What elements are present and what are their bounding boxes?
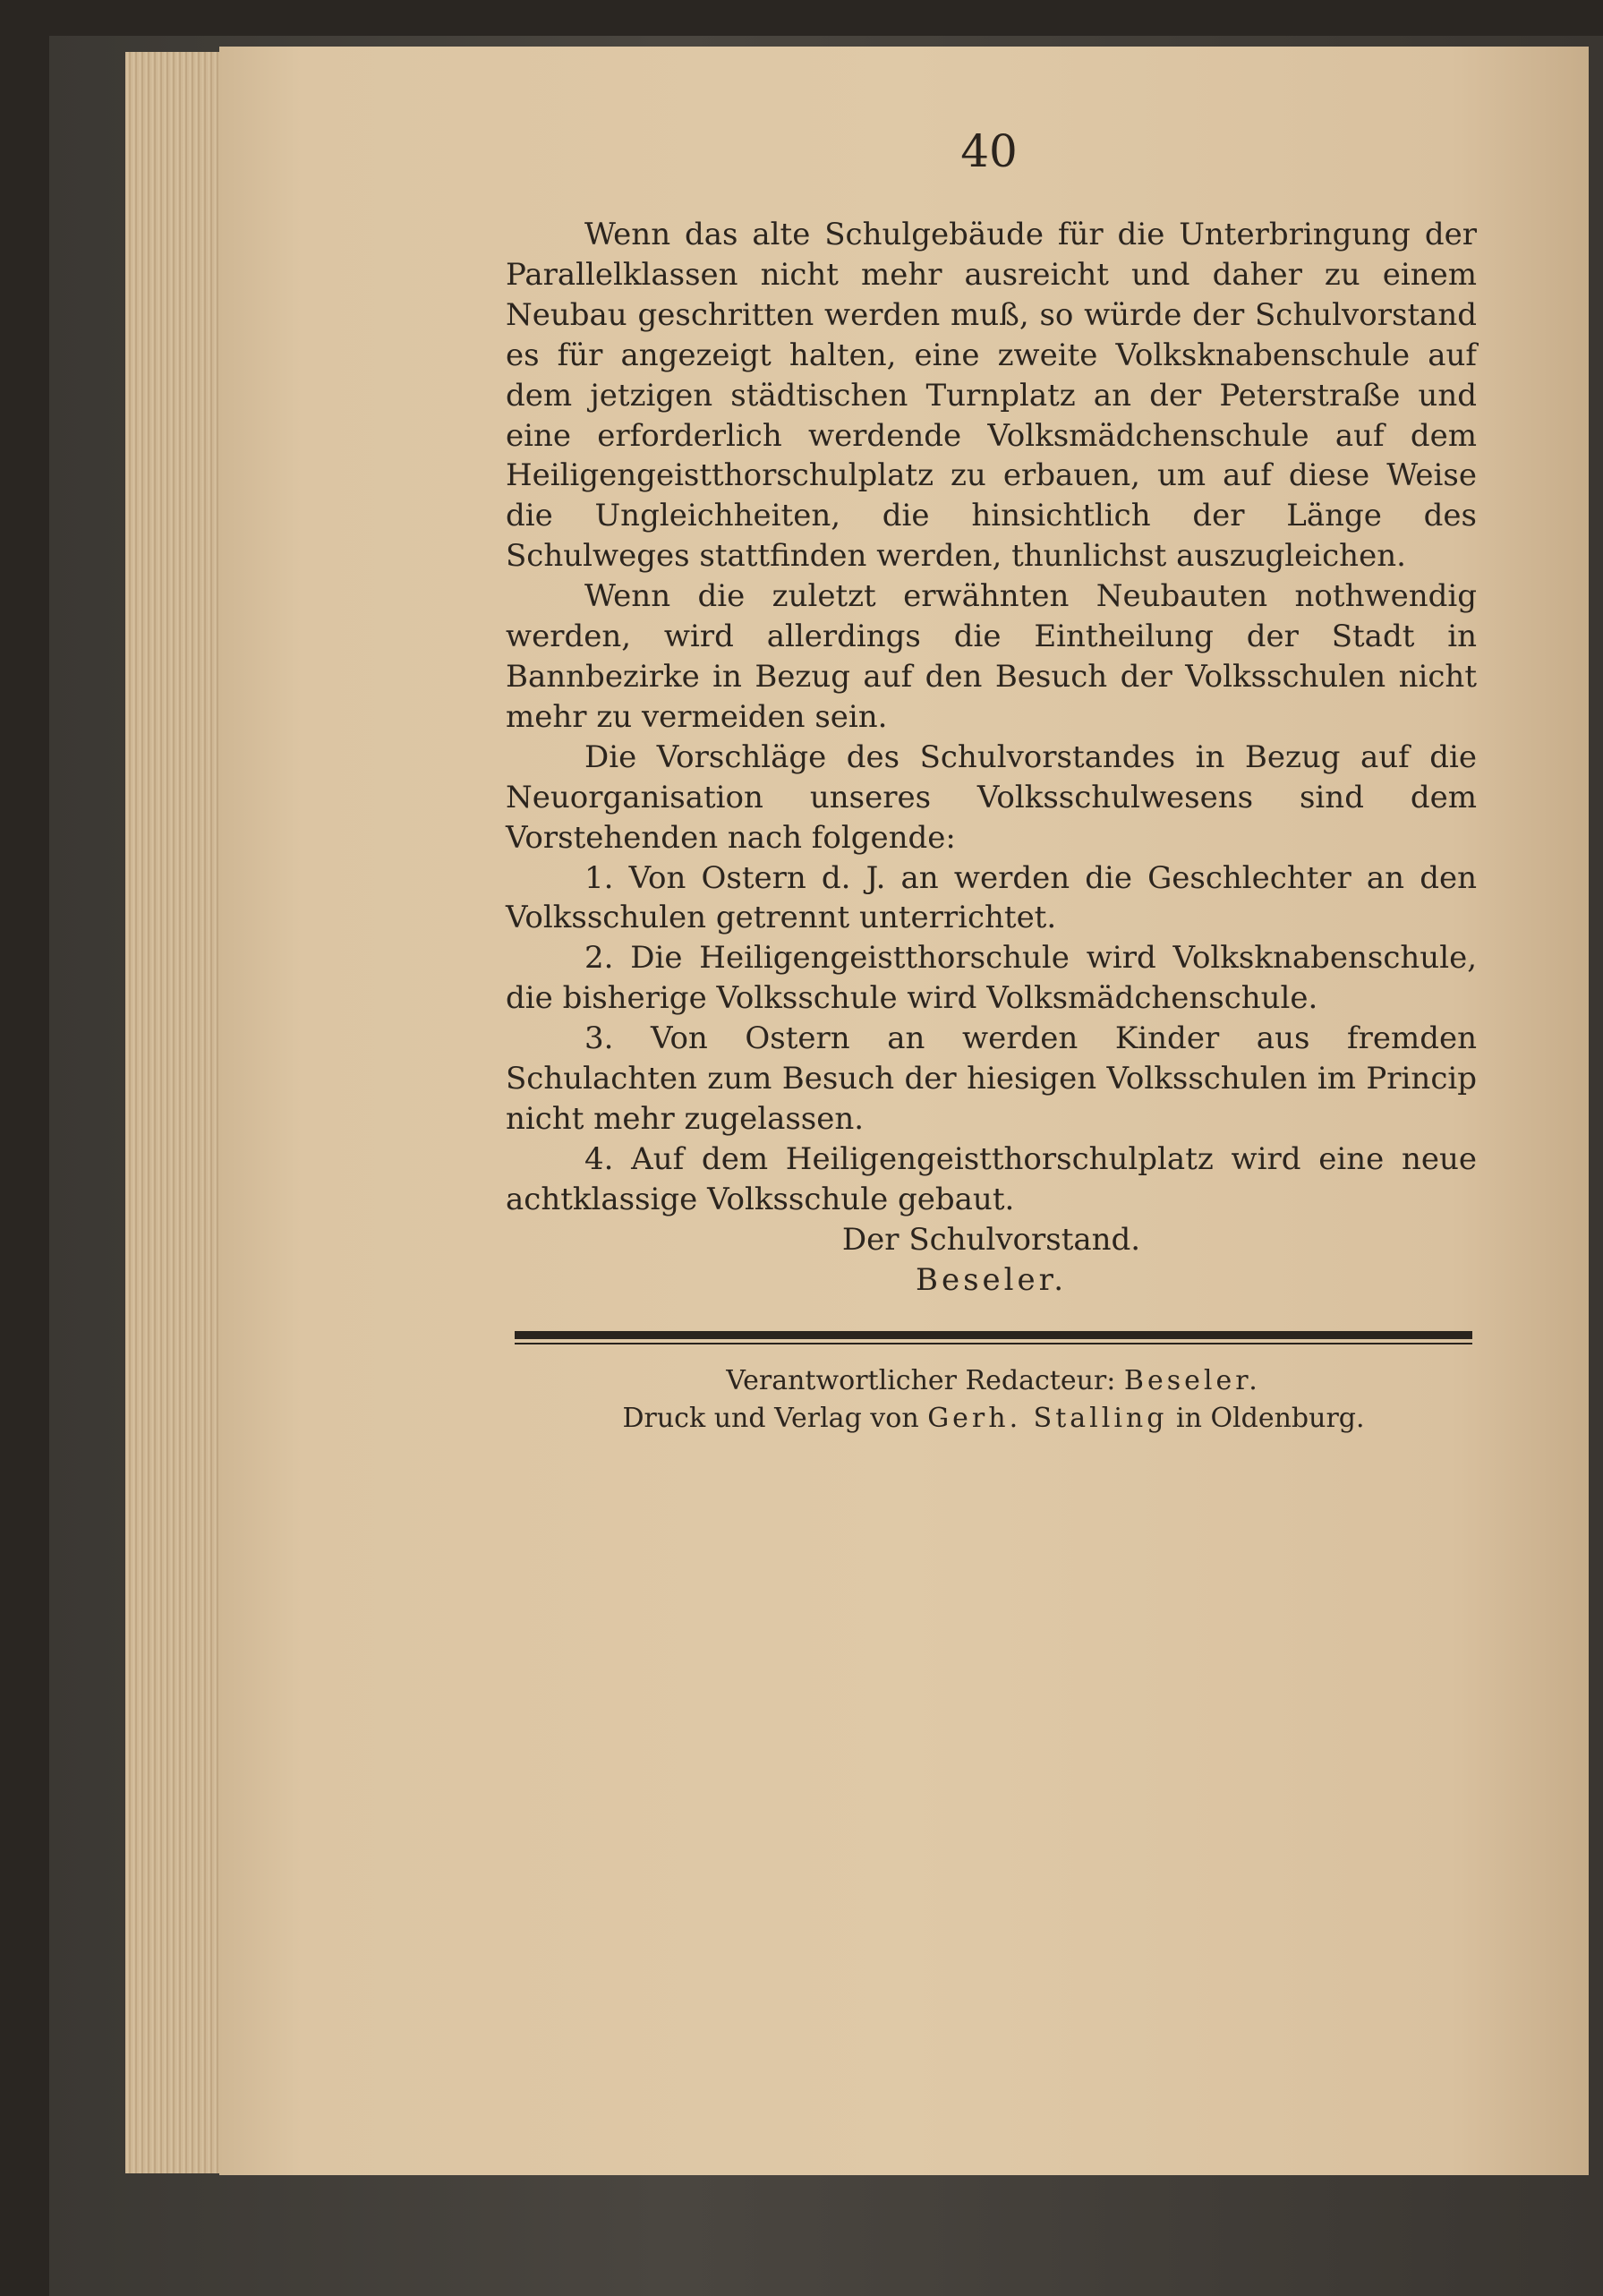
divider-rule: [515, 1331, 1472, 1339]
imprint-editor-line: [515, 1362, 1472, 1400]
list-item: 4. Auf dem Heiligengeistthorschulplatz wird eine neue achtklassige Volksschule gebaut.: [506, 1140, 1477, 1217]
imprint-publisher-place: in Oldenburg.: [1176, 1403, 1365, 1434]
body-text: [506, 215, 1477, 1300]
divider-rule-thin: [515, 1343, 1472, 1344]
page-block-edge: [125, 52, 224, 2173]
imprint-publisher-name: Gerh. Stalling: [927, 1403, 1168, 1434]
list-item: 3. Von Ostern an werden Kinder aus fremden Schulachten zum Besuch der hiesigen Volksschulen im Princip nicht mehr zugelassen.: [506, 1020, 1477, 1137]
paragraph: Die Vorschläge des Schulvorstandes in Bezug auf die Neuorganisation unseres Volksschulwesens sind dem Vorstehenden nach folgende:: [506, 738, 1477, 856]
imprint: [515, 1362, 1472, 1438]
signature-body: Der Schulvorstand.: [841, 1221, 1141, 1258]
list-item: 1. Von Ostern d. J. an werden die Geschlechter an den Volksschulen getrennt unterrichtet.: [506, 859, 1477, 936]
imprint-editor-label: Verantwortlicher Redacteur:: [726, 1365, 1116, 1396]
signature-name: Beseler.: [916, 1261, 1067, 1298]
imprint-editor-name: Beseler.: [1123, 1365, 1261, 1396]
list-item: 2. Die Heiligengeistthorschule wird Volksknabenschule, die bisherige Volksschule wird Volksmädchenschule.: [506, 940, 1477, 1017]
paragraph: Wenn das alte Schulgebäude für die Unterbringung der Parallelklassen nicht mehr ausreicht und daher zu einem Neubau geschritten werden muß, so würde der Schulvorstand es für angezeigt halten, eine zweite Volksknabenschule auf dem jetzigen städtischen Turnplatz an der Peterstraße und eine erforderlich werdende Volksmädchenschule auf dem Heiligengeistthorschulplatz zu erbauen, um auf diese Weise die Ungleichheiten, die hinsichtlich der Länge des Schulweges stattfinden werden, thunlichst auszugleichen.: [506, 217, 1477, 575]
page-number: 40: [960, 125, 1018, 177]
imprint-publisher-line: [515, 1400, 1472, 1438]
imprint-publisher-label: Druck und Verlag von: [622, 1403, 919, 1434]
paragraph: Wenn die zuletzt erwähnten Neubauten nothwendig werden, wird allerdings die Eintheilung der Stadt in Bannbezirke in Bezug auf den Besuch der Volksschulen nicht mehr zu vermeiden sein.: [506, 578, 1477, 735]
